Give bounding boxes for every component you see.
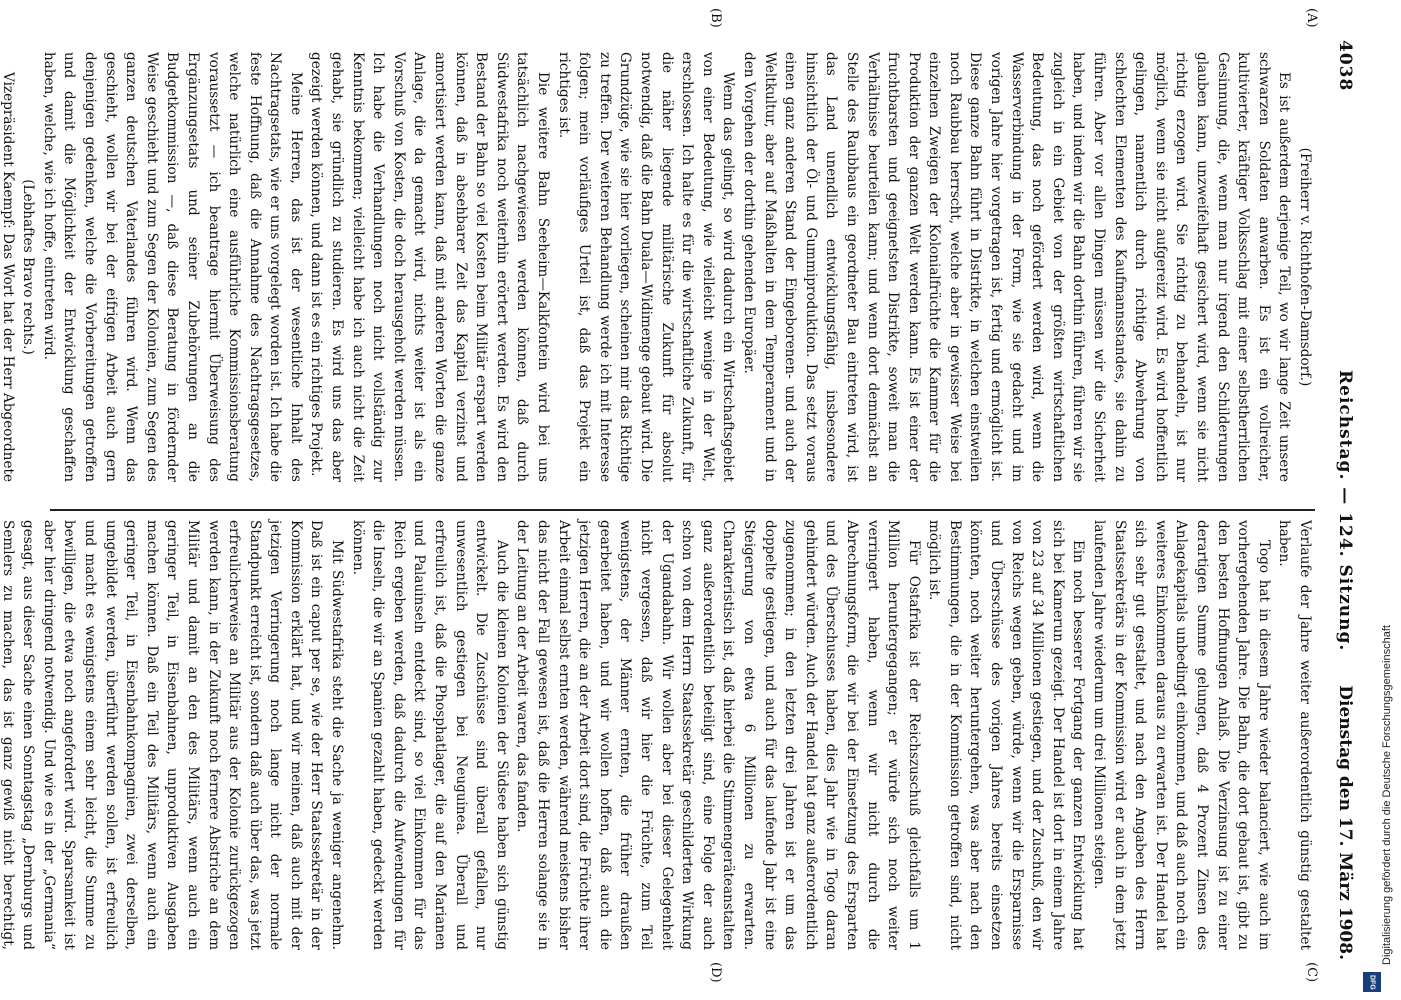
margin-marker-a: (A)	[1304, 8, 1319, 28]
paragraph: Die weitere Bahn Seeheim—Kalkfontein wird bei uns tatsächlich nachgewiesen werden können, daß durch Südwestafrika noch weiterhin erörtert werden. Es wird den Bestand der Bahn so viel Kosten beim Militär erspart werden können, daß in absehbarer Zeit das Kapital verzinst und amortisiert werden kann, daß mit anderen Worten die ganze Anlage, die da gemacht wird, nichts weiter ist als ein Vorschuß von Kosten, die doch herausgeholt werden müssen. Ich habe die Verhandlungen noch nicht vollständig zur Kenntnis bekommen; vielleicht habe ich auch nicht die Zeit gehabt, sie gründlich zu studieren. Es wird uns das aber gezeigt werden können, und dann ist es ein richtiges Projekt.	[308, 52, 552, 482]
page-header	[1331, 40, 1355, 960]
page-title: Reichstag. — 124. Sitzung.	[1335, 370, 1355, 652]
page-date: Dienstag den 17. März 1908.	[1335, 685, 1355, 960]
page-number: 4038	[1335, 40, 1355, 92]
speaker-intro: (Freiherr v. Richthofen-Damsdorf.)	[1297, 147, 1313, 387]
paragraph: Verlaufe der Jahre weiter außerordentlich günstig gestaltet haben.	[1276, 520, 1313, 950]
paragraph: Es ist außerdem derjenige Teil, wo wir lange Zeit unsere schwarzen Soldaten anwarben. Es ist ein vollreicher, kultivierter, kräftiger Volksschlag mit einer selbstherrlichen Gesinnung, die, wenn man nur irgend den Schilderungen glauben kann, unzweifelhaft gesichert wird, wenn sie nicht richtig erzogen wird. Sie richtig zu behandeln, ist nur möglich, wenn sie nicht aufgereizt wird. Es wird hoffentlich gelingen, namentlich durch richtige Abwehrung von schlechten Elementen des Kaufmannsstandes, sie dahin zu führen. Aber vor allen Dingen müssen wir die Sicherheit haben, und indem wir die Bahn dorthin führen, führen wir sie zugleich in ein Gebiet von der größten wirtschaftlichen Bedeutung, das noch gefördert werden wird, wenn die Wasserverbindung in der Form, wie sie gedacht und im vorigen Jahre hier vorgetragen ist, fertig und ermöglicht ist. Diese ganze Bahn führt in Distrikte, in welchen einstweilen noch Raubbau herrscht, welche aber in gewisser Weise bei einzelnen Zweigen der Kolonialfrüchte die Kammer für die Produktion der ganzen Welt werden kann. Es ist einer der fruchtbarsten und geeignetsten Distrikte, soweit man die Verhältnisse beurteilen kann; und wenn dort demnächst an Stelle des Raubbaus ein geordneter Bau eintreten wird, ist das Land unendlich entwicklungsfähig, insbesondere hinsichtlich der Öl- und Gummiproduktion. Das setzt voraus einen ganz anderen Stand der Eingeborenen- und auch der Weltkultur, aber auf Maßhalten in dem Temperament und in den Vorgehen der dorthin gehenden Europäer.	[740, 52, 1293, 482]
applause-note: (Lebhaftes Bravo rechts.)	[20, 179, 37, 355]
paragraph: Mit Südwestafrika steht die Sache ja weniger angenehm. Daß ist ein caput per se, wie der Herr Staatssekretär in der Kommission erklärt hat, und wir meinen, daß auch mit der jetzigen Verringerung noch lange nicht der normale Standpunkt erreicht ist, sondern daß auch über das, was jetzt erfreulicherweise an Militär aus der Kolonie zurückgezogen werden kann, in der Zukunft noch fernere Abstriche an dem Militär und damit an den des Militärs, wenn auch ein geringer Teil, in Eisenbahnen, unproduktiven Ausgaben machen können. Daß ein Teil des Militärs, wenn auch ein geringer Teil, in Eisenbahnkompagnien, zwei derselben, umgebildet werden, überführt werden sollen, ist erfreulich und macht es wenigstens einem sehr leicht, die Summe zu bewilligen, die etwa noch angefordert wird. Sparsamkeit ist aber hier dringend notwendig. Und wie es in der „Germania“ gesagt, aus dieser Sache einen Sonntagstag „Dernburgs und Semlers zu machen, das ist ganz gewiß nicht berechtigt,	[0, 520, 346, 950]
margin-marker-b: (B)	[708, 8, 723, 28]
paragraph: Ein noch besserer Fortgang der ganzen Entwicklung hat sich bei Kamerun gezeigt. Der Handel ist dort in einem Jahre von 23 auf 34 Millionen gestiegen, und der Zuschuß, den wir von Reichs wegen geben, würde, wenn wir die Ersparnisse und Überschüsse des vorigen Jahres bereits einsetzen könnten, noch weiter heruntergehen, was aber nach den Bestimmungen, die in der Kommission getroffen sind, nicht möglich ist.	[926, 520, 1087, 950]
paragraph: Auch die kleinen Kolonien der Südsee haben sich günstig entwickelt. Die Zuschüsse sind überall gefallen, nur unwesentlich gestiegen bei Neuguinea. Überall und erfreulich ist, daß die Phosphatlager, die auf den Marianen und Palauinseln entdeckt sind, so viel Einkommen für das Reich ergeben werden, daß dadurch die Aufwendungen für die Inseln, die wir an Spanien gezahlt haben, gedeckt werden können.	[349, 520, 510, 950]
paragraph: Togo hat in diesem Jahre wieder balanciert, wie auch im vorhergehenden Jahre. Die Bahn, die dort gebaut ist, gibt zu den besten Hoffnungen Anlaß. Die Verzinsung ist zu einer derartigen Summe gelungen, daß 4 Prozent Zinsen des Anlagekapitals unbedingt einkommen, und daß auch noch ein weiteres Einkommen daraus zu erwarten ist. Der Handel hat sich sehr gut gestaltet, und nach den Angaben des Herrn Staatssekretärs in der Kommission wird er auch in dem jetzt laufenden Jahre wiederum um drei Millionen steigen.	[1091, 520, 1272, 950]
margin-marker-c: (C)	[1304, 962, 1319, 983]
paragraph: Meine Herren, das ist der wesentliche Inhalt des Nachtragsetats, wie er uns vorgelegt worden ist. Ich habe die feste Hoffnung, daß die Annahme des Nachtragsgesetzes, welche natürlich eine ausführliche Kommissionsberatung voraussetzt — ich beantrage hiermit Überweisung des Ergänzungsetats und seiner Zubehörungen an die Budgetkommission —, daß diese Beratung in fördernder Weise geschieht und zum Segen der Kolonien, zum Segen des ganzen deutschen Vaterlandes führen wird. Wenn das geschieht, wollen wir bei der eifrigen Arbeit auch gern denjenigen gedenken, welche die Vorbereitungen getroffen und damit die Möglichkeit der Entwicklung geschaffen haben, welche, wie ich hoffe, eintreten wird.	[40, 52, 304, 482]
left-column	[0, 52, 1315, 482]
margin-marker-d: (D)	[708, 962, 723, 983]
dfg-logo-icon: DFG	[1363, 972, 1381, 992]
column-divider	[50, 509, 1315, 511]
paragraph: Für Ostafrika ist der Reichszuschuß gleichfalls um 1 Million heruntergegangen; er würde sich noch weiter verringert haben, wenn wir nicht durch die Abrechnungsform, die wir bei der Einsetzung des Ersparten und des Überschusses haben, dies Jahr wie in Togo daran gehindert würden. Auch der Handel hat ganz außerordentlich zugenommen; in den letzten drei Jahren ist er um das doppelte gestiegen, und auch für das laufende Jahr ist eine Steigerung von etwa 6 Millionen zu erwarten. Charakteristisch ist, daß hierbei die Stimmengeräteanstalten ganz außerordentlich beteiligt sind, eine Folge der auch schon von dem Herrn Staatssekretär geschilderten Wirkung der Ugandabahn. Wir wollen aber bei dieser Gelegenheit nicht vergessen, daß wir hier die Früchte, zum Teil wenigstens, der Männer ernten, die früher draußen gearbeitet haben, und wir wollen hoffen, daß auch die jetzigen Herren, die an der Arbeit dort sind, die Früchte ihrer Arbeit einmal selbst ernten werden, während meistens bisher das nicht der Fall gewesen ist, daß die Herren solange sie in der Leitung an der Arbeit waren, das fanden.	[514, 520, 922, 950]
president-line: Vizepräsident Kaempf: Das Wort hat der Herr Abgeordnete	[0, 72, 16, 482]
paragraph: Wenn das gelingt, so wird dadurch ein Wirtschaftsgebiet von einer Bedeutung, wie vielleicht wenige in der Welt, erschlossen. Ich halte es für die wirtschaftliche Zukunft, für die näher liegende militärische Zukunft für absolut notwendig, daß die Bahn Duala—Widimenge gebaut wird. Die Grundzüge, wie sie hier vorliegen, scheinen mir das Richtige zu treffen. Der weiteren Behandlung werde ich mit Interesse folgen; mein vorläufiges Urteil ist, daß das Projekt ein richtiges ist.	[555, 52, 737, 482]
digitization-sidebar	[1360, 0, 1393, 1000]
right-column	[0, 520, 1315, 950]
digitization-credit: Digitalisierung gefördert durch die Deutsche Forschungsgemeinschaft	[1381, 625, 1393, 965]
